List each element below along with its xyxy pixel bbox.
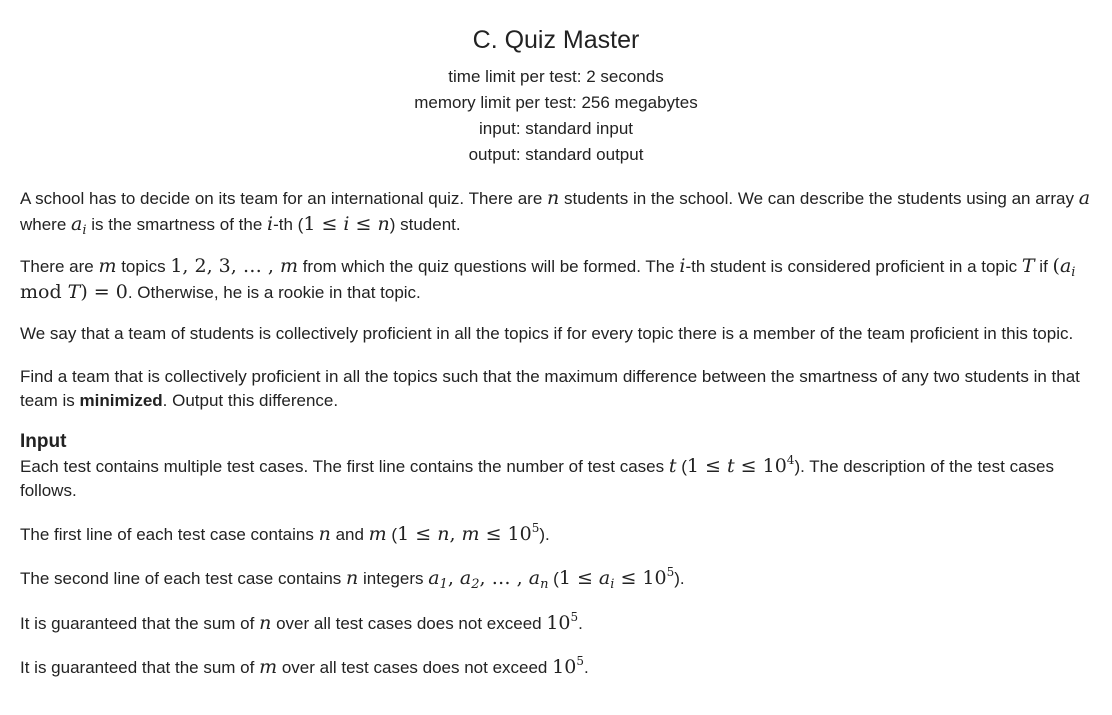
math-expr: 1 ≤ (686, 454, 727, 477)
statement-paragraph-2 (20, 254, 1092, 305)
text: students in the school. We can describe the students using an array (559, 189, 1079, 208)
math-superscript: 5 (576, 654, 584, 668)
math-expr: ≤ (349, 212, 378, 235)
math-expr: 1 ≤ (397, 522, 438, 545)
math-var-base: a (71, 212, 83, 235)
math-subscript: i (1071, 265, 1076, 280)
text: ) student. (389, 214, 461, 234)
math-var-base: a (528, 567, 541, 589)
text: . (578, 613, 583, 633)
math-expr-base: ≤ 10 (479, 522, 532, 545)
math-expr: 1 ≤ (558, 567, 599, 589)
math-var (1059, 255, 1076, 280)
math-expr-base: 10 (546, 611, 571, 634)
statement-paragraph-4 (20, 365, 1092, 414)
text: -th student is considered proficient in a topic (685, 257, 1022, 276)
math-expr-base: 10 (552, 656, 577, 678)
math-expr (552, 656, 584, 678)
math-var: t (726, 454, 735, 477)
math-var (598, 567, 615, 592)
text: and (330, 524, 369, 544)
math-expr: , (449, 522, 462, 545)
text: over all test cases does not exceed (277, 658, 553, 677)
text: ( (548, 569, 559, 588)
text: Each test contains multiple test cases. The first line contains the number of test cases (20, 456, 669, 476)
math-var: T (67, 280, 81, 303)
math-superscript: 5 (666, 565, 675, 579)
math-var (459, 567, 480, 592)
math-var-base: a (428, 567, 440, 589)
math-expr: 1, 2, 3, … , (170, 255, 280, 277)
text: ). (674, 569, 685, 588)
output-file: output: standard output (468, 145, 644, 164)
math-var: T (1021, 255, 1035, 277)
text: The second line of each test case contains (20, 569, 347, 588)
math-var: n (346, 567, 359, 589)
text: . (583, 658, 589, 677)
math-var (428, 567, 448, 592)
math-var-base: a (459, 567, 472, 589)
math-expr (479, 520, 540, 545)
math-expr: ( (1052, 255, 1060, 277)
problem-statement (20, 0, 1092, 681)
input-section-title: Input (20, 430, 67, 452)
math-expr-base: ≤ 10 (734, 454, 787, 477)
text: It is guaranteed that the sum of (20, 613, 260, 633)
text: if (1034, 257, 1053, 276)
math-var-base: a (598, 567, 611, 589)
text: . Output this difference. (162, 391, 339, 410)
math-var (528, 567, 549, 592)
math-var: m (368, 522, 387, 545)
text: ( (676, 456, 687, 476)
text: ). (539, 524, 550, 544)
text: Find a team that is collectively proficient in all the topics such that the maximum difference between the smartness of any two students in that team is (20, 366, 1080, 410)
math-expr (734, 452, 795, 477)
math-expr (614, 567, 674, 589)
math-subscript: 2 (471, 577, 480, 592)
time-limit: time limit per test: 2 seconds (448, 67, 664, 86)
memory-limit: memory limit per test: 256 megabytes (414, 93, 698, 112)
emphasis: minimized (79, 391, 163, 410)
input-paragraph-3 (20, 566, 1092, 592)
input-file: input: standard input (478, 119, 634, 138)
math-var: i (343, 212, 350, 235)
text: There are (20, 257, 99, 276)
text: where (20, 214, 72, 234)
input-paragraph-1 (20, 454, 1092, 504)
math-var-base: a (1059, 255, 1072, 277)
math-var: n (377, 212, 390, 235)
math-expr: , … , (479, 567, 529, 589)
problem-header (20, 24, 1092, 168)
text: topics (116, 257, 171, 276)
math-expr: ) = 0 (80, 280, 128, 303)
text: It is guaranteed that the sum of (20, 658, 260, 677)
text: is the smartness of the (86, 214, 267, 234)
math-var: m (461, 522, 480, 545)
math-expr-base: ≤ 10 (614, 567, 667, 589)
math-var: i (679, 255, 686, 277)
text: A school has to decide on its team for an international quiz. There are (20, 189, 547, 208)
problem-title: C. Quiz Master (472, 26, 640, 54)
math-superscript: 5 (570, 609, 579, 624)
math-superscript: 4 (786, 452, 795, 467)
math-superscript: 5 (531, 520, 540, 535)
text: integers (358, 569, 429, 588)
statement-paragraph-3: We say that a team of students is collectively proficient in all the topics if for every topic there is a member of the team proficient in this topic. (20, 324, 1074, 343)
text: over all test cases does not exceed (271, 613, 547, 633)
math-expr: mod (20, 280, 68, 303)
text: The first line of each test case contains (20, 524, 319, 544)
math-subscript: n (540, 577, 549, 592)
math-var: i (267, 212, 274, 235)
math-var: t (668, 454, 677, 477)
math-var: n (437, 522, 450, 545)
math-var: m (98, 255, 117, 277)
statement-paragraph-1 (20, 186, 1092, 237)
text: ( (386, 524, 398, 544)
math-expr: , (447, 567, 460, 589)
text: ). The description of the test cases follows. (20, 456, 1054, 500)
math-var: m (279, 255, 298, 277)
math-expr (546, 609, 579, 634)
input-paragraph-4 (20, 611, 1092, 637)
math-subscript: i (610, 577, 615, 592)
input-paragraph-5 (20, 655, 1092, 681)
math-var: n (547, 187, 560, 209)
math-var: m (259, 656, 278, 678)
math-var: a (1078, 187, 1091, 209)
math-expr: 1 ≤ (303, 212, 344, 235)
text: -th ( (273, 214, 304, 234)
text: . Otherwise, he is a rookie in that topic. (127, 282, 421, 302)
math-var: n (318, 522, 331, 545)
input-paragraph-2 (20, 522, 1092, 548)
math-subscript: i (82, 222, 87, 238)
text: from which the quiz questions will be formed. The (297, 257, 680, 276)
math-var (71, 212, 87, 238)
math-subscript: 1 (439, 577, 448, 592)
math-var: n (259, 611, 272, 634)
